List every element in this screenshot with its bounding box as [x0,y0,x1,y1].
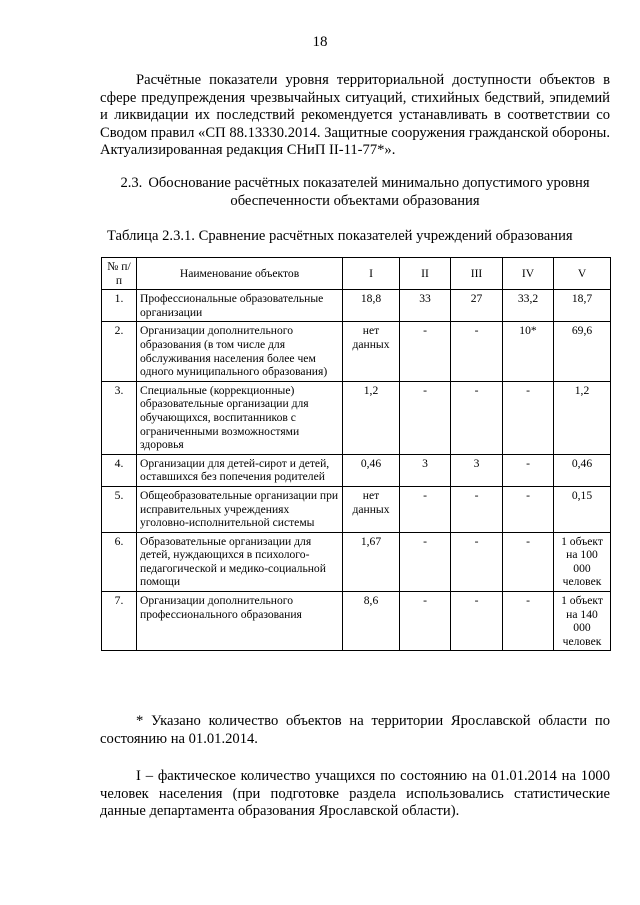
value-cell-2: 33 [400,290,451,322]
value-cell-1: нет данных [343,322,400,381]
object-name-cell: Организации дополнительного профессионального образования [137,592,343,651]
value-cell-3: - [451,322,503,381]
value-cell-1: 1,2 [343,381,400,454]
section-heading [100,175,610,210]
header-number: № п/п [102,258,137,290]
table-caption: Таблица 2.3.1. Сравнение расчётных показателей учреждений образования [107,228,573,244]
intro-paragraph: Расчётные показатели уровня территориальной доступности объектов в сфере предупреждения чрезвычайных ситуаций, стихийных бедствий, эпидемий и ликвидации их последствий рекомендуется устанавливать в соответствии со Сводом правил «СП 88.13330.2014. Защитные сооружения гражданской обороны. Актуализированная редакция СНиП II-11-77*». [100,72,610,159]
table-row [102,592,611,651]
value-cell-3: - [451,486,503,532]
value-cell-2: 3 [400,454,451,486]
value-cell-1: 18,8 [343,290,400,322]
value-cell-3: 27 [451,290,503,322]
table-header-row [102,258,611,290]
row-number-cell: 5. [102,486,137,532]
value-cell-5: 69,6 [554,322,611,381]
value-cell-4: - [503,454,554,486]
table-body [102,290,611,651]
header-col-4: IV [503,258,554,290]
header-col-2: II [400,258,451,290]
header-name: Наименование объектов [137,258,343,290]
row-number-cell: 1. [102,290,137,322]
value-cell-4: - [503,381,554,454]
explanation-paragraph: I – фактическое количество учащихся по состоянию на 01.01.2014 на 1000 человек населения (при подготовке раздела использовались статистические данные департамента образования Ярославской области). [100,768,610,820]
value-cell-5: 1,2 [554,381,611,454]
value-cell-3: 3 [451,454,503,486]
value-cell-5: 1 объект на 140 000 человек [554,592,611,651]
row-number-cell: 3. [102,381,137,454]
value-cell-5: 1 объект на 100 000 человек [554,532,611,591]
object-name-cell: Организации дополнительного образования (в том числе для обслуживания населения более чем одного муниципального образования) [137,322,343,381]
value-cell-2: - [400,592,451,651]
object-name-cell: Образовательные организации для детей, нуждающихся в психолого-педагогической и медико-социальной помощи [137,532,343,591]
value-cell-4: - [503,532,554,591]
value-cell-2: - [400,532,451,591]
value-cell-1: 8,6 [343,592,400,651]
value-cell-1: нет данных [343,486,400,532]
footnote: * Указано количество объектов на территории Ярославской области по состоянию на 01.01.2014. [100,713,610,747]
object-name-cell: Организации для детей-сирот и детей, оставшихся без попечения родителей [137,454,343,486]
value-cell-4: - [503,486,554,532]
table-row [102,532,611,591]
value-cell-3: - [451,381,503,454]
value-cell-1: 1,67 [343,532,400,591]
value-cell-5: 0,15 [554,486,611,532]
value-cell-4: - [503,592,554,651]
value-cell-2: - [400,381,451,454]
page-number: 18 [312,34,328,50]
value-cell-3: - [451,532,503,591]
header-col-5: V [554,258,611,290]
value-cell-2: - [400,322,451,381]
table-row [102,454,611,486]
row-number-cell: 7. [102,592,137,651]
object-name-cell: Общеобразовательные организации при исправительных учреждениях уголовно-исполнительной системы [137,486,343,532]
row-number-cell: 6. [102,532,137,591]
header-col-1: I [343,258,400,290]
header-col-3: III [451,258,503,290]
comparison-table [101,257,611,651]
row-number-cell: 4. [102,454,137,486]
value-cell-4: 33,2 [503,290,554,322]
value-cell-4: 10* [503,322,554,381]
value-cell-3: - [451,592,503,651]
row-number-cell: 2. [102,322,137,381]
table-row [102,486,611,532]
table-row [102,290,611,322]
object-name-cell: Профессиональные образовательные организации [137,290,343,322]
object-name-cell: Специальные (коррекционные) образовательные организации для обучающихся, воспитанников с ограниченными возможностями здоровья [137,381,343,454]
value-cell-2: - [400,486,451,532]
table-row [102,381,611,454]
value-cell-5: 18,7 [554,290,611,322]
table-row [102,322,611,381]
value-cell-5: 0,46 [554,454,611,486]
section-number: 2.3. [120,175,143,191]
value-cell-1: 0,46 [343,454,400,486]
section-title: Обоснование расчётных показателей минимально допустимого уровня обеспеченности объектами образования [148,175,590,209]
